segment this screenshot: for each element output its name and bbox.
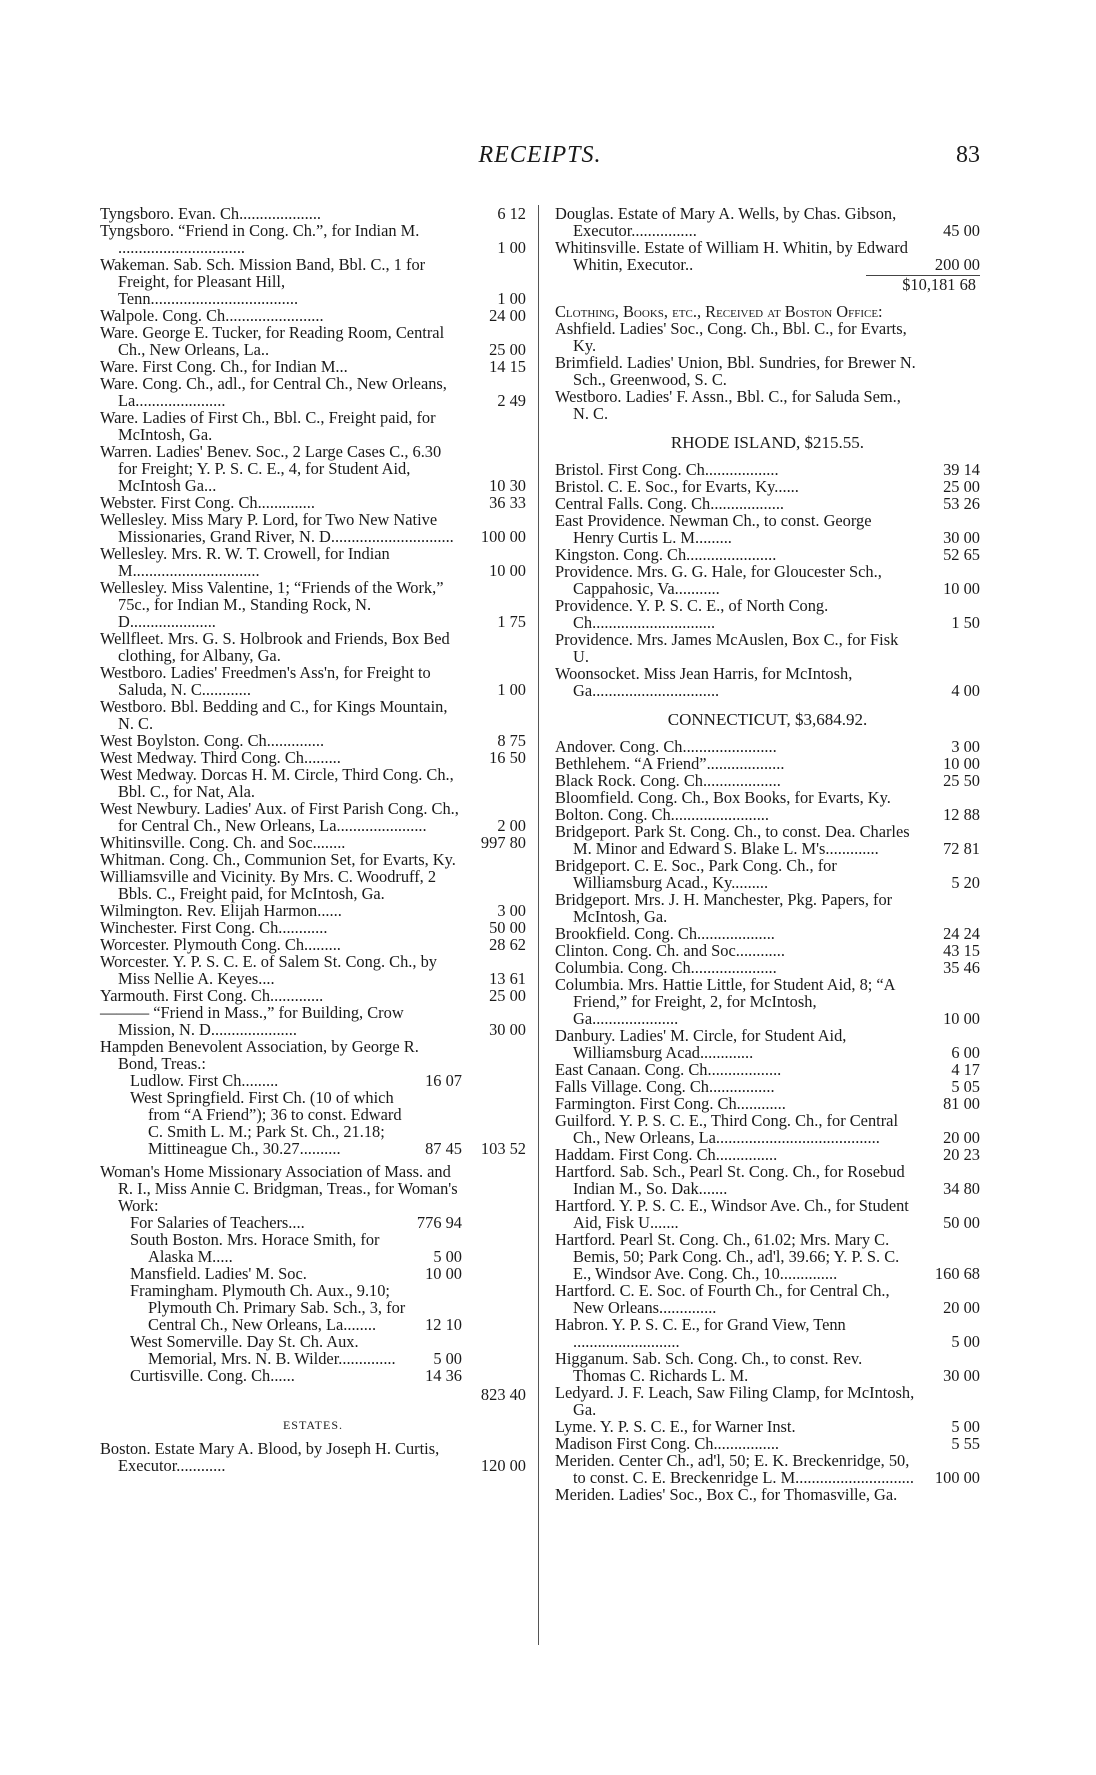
entry-text: Meriden. Ladies' Soc., Box C., for Thomasville, Ga. xyxy=(555,1485,898,1504)
receipt-entry xyxy=(100,1265,526,1282)
entry-text: Westboro. Ladies' F. Assn., Bbl. C., for Saluda Sem., N. C. xyxy=(555,387,901,423)
entry-text: Ashfield. Ladies' Soc., Cong. Ch., Bbl. C., for Evarts, Ky. xyxy=(555,319,907,355)
receipt-entry xyxy=(555,738,980,755)
entry-amount: 5 20 xyxy=(951,873,980,892)
receipt-entry xyxy=(555,1418,980,1435)
clothing-list xyxy=(555,320,980,422)
receipt-entry xyxy=(100,307,526,324)
entry-amount: 1 50 xyxy=(951,613,980,632)
entry-amount: 24 24 xyxy=(943,924,980,943)
receipt-entry xyxy=(555,823,980,857)
entry-text: Bridgeport. Park St. Cong. Ch., to const. Dea. Charles M. Minor and Edward S. Blake L. M's............. xyxy=(555,822,910,858)
receipt-entry xyxy=(555,1384,980,1418)
receipt-entry xyxy=(555,789,980,806)
entry-text: Hartford. C. E. Soc. of Fourth Ch., for Central Ch., New Orleans.............. xyxy=(555,1281,890,1317)
entry-text: Bristol. C. E. Soc., for Evarts, Ky...... xyxy=(555,477,799,496)
entry-amount: 25 00 xyxy=(943,477,980,496)
page-title: RECEIPTS. xyxy=(478,142,602,168)
entry-amount: 3 00 xyxy=(497,901,526,920)
entry-text: Whitinsville. Cong. Ch. and Soc........ xyxy=(100,833,346,852)
womans-items xyxy=(100,1214,526,1384)
entry-amount: 10 00 xyxy=(943,579,980,598)
receipt-entry xyxy=(100,732,526,749)
entry-amount: 16 50 xyxy=(489,748,526,767)
entry-amount: 6 12 xyxy=(497,204,526,223)
receipt-entry xyxy=(555,891,980,925)
receipt-entry xyxy=(100,1004,526,1038)
entry-subamount: 12 10 xyxy=(425,1315,462,1334)
receipt-entry xyxy=(555,755,980,772)
page-number: 83 xyxy=(956,142,980,168)
entry-text: West Medway. Dorcas H. M. Circle, Third Cong. Ch., Bbl. C., for Nat, Ala. xyxy=(100,765,454,801)
receipt-entry xyxy=(555,1061,980,1078)
entry-text: Wellesley. Miss Mary P. Lord, for Two New Native Missionaries, Grand River, N. D.............................. xyxy=(100,510,454,546)
receipt-entry xyxy=(100,1072,526,1089)
entry-text: Douglas. Estate of Mary A. Wells, by Chas. Gibson, Executor................ xyxy=(555,204,897,240)
receipt-entry xyxy=(555,388,980,422)
entry-text: Tyngsboro. “Friend in Cong. Ch.”, for Indian M. ............................... xyxy=(100,221,420,257)
receipt-entry xyxy=(555,563,980,597)
receipt-entry xyxy=(100,1367,526,1384)
entry-subamount: 10 00 xyxy=(425,1264,462,1283)
entry-text: Andover. Cong. Ch....................... xyxy=(555,737,777,756)
entry-amount: 53 26 xyxy=(943,494,980,513)
receipt-entry xyxy=(100,511,526,545)
entry-amount: 4 17 xyxy=(951,1060,980,1079)
rhode-island-heading: RHODE ISLAND, $215.55. xyxy=(670,433,865,452)
entry-text: West Medway. Third Cong. Ch......... xyxy=(100,748,341,767)
receipt-entry xyxy=(555,1435,980,1452)
receipt-entry xyxy=(100,902,526,919)
connecticut-heading: CONNECTICUT, $3,684.92. xyxy=(667,710,868,729)
receipt-entry xyxy=(555,597,980,631)
entry-amount: 39 14 xyxy=(943,460,980,479)
entry-amount: 200 00 xyxy=(934,255,980,274)
receipt-entry xyxy=(555,354,980,388)
entry-text: Woonsocket. Miss Jean Harris, for McIntosh, Ga............................... xyxy=(555,664,853,700)
entry-text: Bridgeport. C. E. Soc., Park Cong. Ch., for Williamsburg Acad., Ky......... xyxy=(555,856,837,892)
entry-amount: 10 30 xyxy=(489,476,526,495)
entry-amount: 25 00 xyxy=(489,986,526,1005)
entry-text: Curtisville. Cong. Ch...... xyxy=(130,1366,295,1385)
entry-text: East Canaan. Cong. Ch.................. xyxy=(555,1060,782,1079)
receipt-entry xyxy=(100,987,526,1004)
entry-text: Hartford. Y. P. S. C. E., Windsor Ave. Ch., for Student Aid, Fisk U....... xyxy=(555,1196,909,1232)
entry-text: Higganum. Sab. Sch. Cong. Ch., to const. Rev. Thomas C. Richards L. M. xyxy=(555,1349,863,1385)
entry-subamount: 87 45 xyxy=(425,1139,462,1158)
entry-text: Whitman. Cong. Ch., Communion Set, for Evarts, Ky. xyxy=(100,850,456,869)
receipt-entry xyxy=(100,664,526,698)
receipt-entry xyxy=(100,766,526,800)
entry-amount: 8 75 xyxy=(497,731,526,750)
receipt-entry xyxy=(100,851,526,868)
receipt-entry xyxy=(555,925,980,942)
receipt-entry xyxy=(100,630,526,664)
entry-text: West Boylston. Cong. Ch.............. xyxy=(100,731,325,750)
entry-amount: 20 00 xyxy=(943,1128,980,1147)
entry-text: Mansfield. Ladies' M. Soc. xyxy=(130,1264,307,1283)
receipt-entry xyxy=(100,834,526,851)
entry-amount: 50 00 xyxy=(943,1213,980,1232)
receipt-entry xyxy=(555,239,980,273)
entry-amount: 25 50 xyxy=(943,771,980,790)
grand-total: $10,181 68 xyxy=(866,275,980,293)
entry-text: Providence. Mrs. G. G. Hale, for Gloucester Sch., Cappahosic, Va........... xyxy=(555,562,882,598)
receipt-entry xyxy=(555,1095,980,1112)
entry-amount: 72 81 xyxy=(943,839,980,858)
receipt-entry xyxy=(100,545,526,579)
entry-text: Black Rock. Cong. Ch................... xyxy=(555,771,781,790)
entry-text: Walpole. Cong. Ch........................ xyxy=(100,306,324,325)
entry-text: Ware. Ladies of First Ch., Bbl. C., Freight paid, for McIntosh, Ga. xyxy=(100,408,436,444)
entry-amount: 10 00 xyxy=(943,1009,980,1028)
column-divider xyxy=(538,205,539,1645)
entry-amount: 5 00 xyxy=(951,1332,980,1351)
entry-amount: 14 15 xyxy=(489,357,526,376)
entry-amount: 6 00 xyxy=(951,1043,980,1062)
receipt-entry xyxy=(555,1452,980,1486)
entry-text: West Springfield. First Ch. (10 of which from “A Friend”); 36 to const. Edward C. Smith L. M.; Park St. Ch., 21.18; Mittineague Ch., 30.27.......... xyxy=(130,1088,402,1158)
entry-text: Meriden. Center Ch., ad'l, 50; E. K. Breckenridge, 50, to const. C. E. Breckenridge L. M............................. xyxy=(555,1451,914,1487)
entry-text: Whitinsville. Estate of William H. Whitin, by Edward Whitin, Executor.. xyxy=(555,238,908,274)
entry-amount: 10 00 xyxy=(943,754,980,773)
entry-text: Worcester. Plymouth Cong. Ch......... xyxy=(100,935,341,954)
entry-amount: 100 00 xyxy=(934,1468,980,1487)
entry-amount: 35 46 xyxy=(943,958,980,977)
womans-total-row xyxy=(100,1386,526,1403)
entry-amount: 1 00 xyxy=(497,289,526,308)
estates-list xyxy=(100,1440,526,1474)
entry-text: Providence. Mrs. James McAuslen, Box C., for Fisk U. xyxy=(555,630,899,666)
receipt-entry xyxy=(555,806,980,823)
receipt-entry xyxy=(555,478,980,495)
receipt-entry xyxy=(555,205,980,239)
entry-amount: 13 61 xyxy=(489,969,526,988)
entry-amount: 34 80 xyxy=(943,1179,980,1198)
entry-amount: 20 00 xyxy=(943,1298,980,1317)
entry-text: Wellesley. Mrs. R. W. T. Crowell, for Indian M............................... xyxy=(100,544,390,580)
connecticut-list xyxy=(555,738,980,1503)
womans-intro: Woman's Home Missionary Association of Mass. and R. I., Miss Annie C. Bridgman, Treas., for Woman's Work: xyxy=(100,1162,458,1215)
receipt-entry xyxy=(100,953,526,987)
receipt-entry xyxy=(555,1078,980,1095)
entry-text: Columbia. Mrs. Hattie Little, for Student Aid, 8; “A Friend,” for Freight, 2, for McIntosh, Ga..................... xyxy=(555,975,895,1028)
entry-text: Tyngsboro. Evan. Ch.................... xyxy=(100,204,322,223)
entry-amount: 5 55 xyxy=(951,1434,980,1453)
entry-amount: 20 23 xyxy=(943,1145,980,1164)
entry-text: Worcester. Y. P. S. C. E. of Salem St. Cong. Ch., by Miss Nellie A. Keyes.... xyxy=(100,952,437,988)
entry-text: Wellfleet. Mrs. G. S. Holbrook and Friends, Box Bed clothing, for Albany, Ga. xyxy=(100,629,450,665)
entry-text: South Boston. Mrs. Horace Smith, for Alaska M..... xyxy=(130,1230,380,1266)
entry-amount: 24 00 xyxy=(489,306,526,325)
receipt-entry xyxy=(555,1027,980,1061)
entry-text: Clinton. Cong. Ch. and Soc............ xyxy=(555,941,785,960)
estates-heading: ESTATES. xyxy=(282,1418,344,1432)
entry-text: Bethlehem. “A Friend”................... xyxy=(555,754,785,773)
entry-amount: 1 00 xyxy=(497,238,526,257)
receipt-entry xyxy=(100,1333,526,1367)
entry-amount: 81 00 xyxy=(943,1094,980,1113)
receipt-entry xyxy=(100,375,526,409)
entry-amount: 120 00 xyxy=(480,1456,526,1475)
receipt-entry xyxy=(555,1350,980,1384)
receipt-entry xyxy=(100,1089,526,1157)
entry-text: Bolton. Cong. Ch........................ xyxy=(555,805,770,824)
entry-text: Columbia. Cong. Ch..................... xyxy=(555,958,777,977)
entry-text: West Newbury. Ladies' Aux. of First Parish Cong. Ch., for Central Ch., New Orleans, La...................... xyxy=(100,799,459,835)
entry-text: East Providence. Newman Ch., to const. George Henry Curtis L. M......... xyxy=(555,511,872,547)
receipt-entry xyxy=(100,222,526,256)
receipt-entry xyxy=(555,1197,980,1231)
entry-subamount: 14 36 xyxy=(425,1366,462,1385)
receipt-entry xyxy=(555,857,980,891)
entry-text: Guilford. Y. P. S. C. E., Third Cong. Ch., for Central Ch., New Orleans, La........................................ xyxy=(555,1111,898,1147)
entry-amount: 103 52 xyxy=(480,1139,526,1158)
entry-amount: 50 00 xyxy=(489,918,526,937)
entry-amount: 30 00 xyxy=(943,1366,980,1385)
estates-continued xyxy=(555,205,980,273)
entry-text: ——— “Friend in Mass.,” for Building, Crow Mission, N. D..................... xyxy=(100,1003,404,1039)
entry-text: Boston. Estate Mary A. Blood, by Joseph H. Curtis, Executor............ xyxy=(100,1439,440,1475)
entry-amount: 2 49 xyxy=(497,391,526,410)
receipt-entry xyxy=(100,579,526,630)
entry-amount: 12 88 xyxy=(943,805,980,824)
receipt-entry xyxy=(555,1231,980,1282)
receipt-entry xyxy=(555,1112,980,1146)
entry-text: Lyme. Y. P. S. C. E., for Warner Inst. xyxy=(555,1417,796,1436)
entry-text: Wakeman. Sab. Sch. Mission Band, Bbl. C., 1 for Freight, for Pleasant Hill, Tenn.................................... xyxy=(100,255,426,308)
receipt-entry xyxy=(555,320,980,354)
entry-text: Providence. Y. P. S. C. E., of North Cong. Ch.............................. xyxy=(555,596,829,632)
receipt-entry xyxy=(555,942,980,959)
entry-subamount: 5 00 xyxy=(433,1247,462,1266)
entry-subamount: 776 94 xyxy=(416,1213,462,1232)
receipt-entry xyxy=(100,1440,526,1474)
entry-text: Kingston. Cong. Ch...................... xyxy=(555,545,777,564)
entry-amount: 3 00 xyxy=(951,737,980,756)
entry-text: Winchester. First Cong. Ch............ xyxy=(100,918,328,937)
entry-text: Falls Village. Cong. Ch................ xyxy=(555,1077,775,1096)
entry-text: Wellesley. Miss Valentine, 1; “Friends of the Work,” 75c., for Indian M., Standing Rock, N. D..................... xyxy=(100,578,444,631)
receipt-entry xyxy=(555,1163,980,1197)
left-entries xyxy=(100,205,526,1038)
entry-text: Danbury. Ladies' M. Circle, for Student Aid, Williamsburg Acad............. xyxy=(555,1026,847,1062)
receipt-entry xyxy=(555,546,980,563)
receipt-entry xyxy=(100,868,526,902)
entry-amount: 997 80 xyxy=(480,833,526,852)
entry-text: Madison First Cong. Ch................ xyxy=(555,1434,780,1453)
receipt-entry xyxy=(555,1282,980,1316)
entry-text: Haddam. First Cong. Ch............... xyxy=(555,1145,778,1164)
entry-text: Westboro. Bbl. Bedding and C., for Kings Mountain, N. C. xyxy=(100,697,448,733)
entry-text: Central Falls. Cong. Ch.................. xyxy=(555,494,785,513)
receipt-entry xyxy=(555,976,980,1027)
entry-text: Hartford. Pearl St. Cong. Ch., 61.02; Mrs. Mary C. Bemis, 50; Park Cong. Ch., ad'l, 39.66; Y. P. S. C. E., Windsor Ave. Cong. Ch., 10.............. xyxy=(555,1230,900,1283)
entry-amount: 10 00 xyxy=(489,561,526,580)
receipt-entry xyxy=(100,936,526,953)
hampden-items xyxy=(100,1072,526,1157)
entry-text: Brimfield. Ladies' Union, Bbl. Sundries, for Brewer N. Sch., Greenwood, S. C. xyxy=(555,353,916,389)
entry-subamount: 5 00 xyxy=(433,1349,462,1368)
entry-amount: 30 00 xyxy=(943,528,980,547)
receipt-entry xyxy=(100,1231,526,1265)
entry-amount: 28 62 xyxy=(489,935,526,954)
receipt-entry xyxy=(555,665,980,699)
right-column xyxy=(555,205,980,1503)
entry-text: Westboro. Ladies' Freedmen's Ass'n, for Freight to Saluda, N. C............ xyxy=(100,663,431,699)
receipt-entry xyxy=(100,205,526,222)
receipt-entry xyxy=(100,409,526,443)
entry-text: Ware. George E. Tucker, for Reading Room, Central Ch., New Orleans, La.. xyxy=(100,323,445,359)
receipt-entry xyxy=(100,698,526,732)
entry-text: Williamsville and Vicinity. By Mrs. C. Woodruff, 2 Bbls. C., Freight paid, for McIntosh, Ga. xyxy=(100,867,437,903)
receipt-entry xyxy=(100,1282,526,1333)
hampden-intro: Hampden Benevolent Association, by George R. Bond, Treas.: xyxy=(100,1037,419,1073)
receipt-entry xyxy=(100,358,526,375)
receipt-entry xyxy=(100,324,526,358)
entry-text: Ledyard. J. F. Leach, Saw Filing Clamp, for McIntosh, Ga. xyxy=(555,1383,915,1419)
entry-text: West Somerville. Day St. Ch. Aux. Memorial, Mrs. N. B. Wilder.............. xyxy=(130,1332,396,1368)
entry-text: Ludlow. First Ch......... xyxy=(130,1071,279,1090)
receipt-entry xyxy=(100,494,526,511)
receipt-entry xyxy=(555,1146,980,1163)
entry-amount: 2 00 xyxy=(497,816,526,835)
entry-text: Bloomfield. Cong. Ch., Box Books, for Evarts, Ky. xyxy=(555,788,891,807)
entry-amount: 25 00 xyxy=(489,340,526,359)
entry-amount: 1 00 xyxy=(497,680,526,699)
entry-text: Warren. Ladies' Benev. Soc., 2 Large Cases C., 6.30 for Freight; Y. P. S. C. E., 4, for Student Aid, McIntosh Ga... xyxy=(100,442,442,495)
entry-amount: 43 15 xyxy=(943,941,980,960)
entry-amount: 4 00 xyxy=(951,681,980,700)
left-column xyxy=(100,205,526,1474)
receipt-entry xyxy=(555,1316,980,1350)
entry-text: Bristol. First Cong. Ch.................. xyxy=(555,460,779,479)
entry-amount: 30 00 xyxy=(489,1020,526,1039)
entry-subamount: 16 07 xyxy=(425,1071,462,1090)
receipt-entry xyxy=(100,800,526,834)
entry-text: Webster. First Cong. Ch.............. xyxy=(100,493,315,512)
receipt-entry xyxy=(555,461,980,478)
receipt-entry xyxy=(100,1214,526,1231)
entry-amount: 5 05 xyxy=(951,1077,980,1096)
receipt-entry xyxy=(555,959,980,976)
entry-text: Wilmington. Rev. Elijah Harmon...... xyxy=(100,901,342,920)
womans-total: 823 40 xyxy=(480,1385,526,1404)
entry-amount: 100 00 xyxy=(480,527,526,546)
entry-text: Habron. Y. P. S. C. E., for Grand View, Tenn .......................... xyxy=(555,1315,846,1351)
receipt-entry xyxy=(100,256,526,307)
entry-text: For Salaries of Teachers.... xyxy=(130,1213,305,1232)
entry-amount: 160 68 xyxy=(934,1264,980,1283)
entry-text: Bridgeport. Mrs. J. H. Manchester, Pkg. Papers, for McIntosh, Ga. xyxy=(555,890,893,926)
receipt-entry xyxy=(100,443,526,494)
receipt-entry xyxy=(100,919,526,936)
entry-text: Yarmouth. First Cong. Ch............. xyxy=(100,986,324,1005)
receipt-entry xyxy=(555,1486,980,1503)
entry-amount: 45 00 xyxy=(943,221,980,240)
entry-amount: 52 65 xyxy=(943,545,980,564)
receipt-entry xyxy=(555,631,980,665)
entry-amount: 36 33 xyxy=(489,493,526,512)
entry-amount: 5 00 xyxy=(951,1417,980,1436)
clothing-heading: Clothing, Books, etc., Received at Boston Office: xyxy=(555,302,883,321)
entry-text: Brookfield. Cong. Ch................... xyxy=(555,924,775,943)
entry-text: Framingham. Plymouth Ch. Aux., 9.10; Plymouth Ch. Primary Sab. Sch., 3, for Central Ch., New Orleans, La........ xyxy=(130,1281,406,1334)
entry-amount: 1 75 xyxy=(497,612,526,631)
entry-text: Hartford. Sab. Sch., Pearl St. Cong. Ch., for Rosebud Indian M., So. Dak....... xyxy=(555,1162,905,1198)
entry-text: Ware. First Cong. Ch., for Indian M... xyxy=(100,357,348,376)
entry-text: Ware. Cong. Ch., adl., for Central Ch., New Orleans, La...................... xyxy=(100,374,447,410)
rhode-island-list xyxy=(555,461,980,699)
entry-text: Farmington. First Cong. Ch............ xyxy=(555,1094,786,1113)
receipt-entry xyxy=(555,495,980,512)
receipt-entry xyxy=(555,772,980,789)
page-header xyxy=(100,142,980,176)
receipt-entry xyxy=(100,749,526,766)
receipt-entry xyxy=(555,512,980,546)
